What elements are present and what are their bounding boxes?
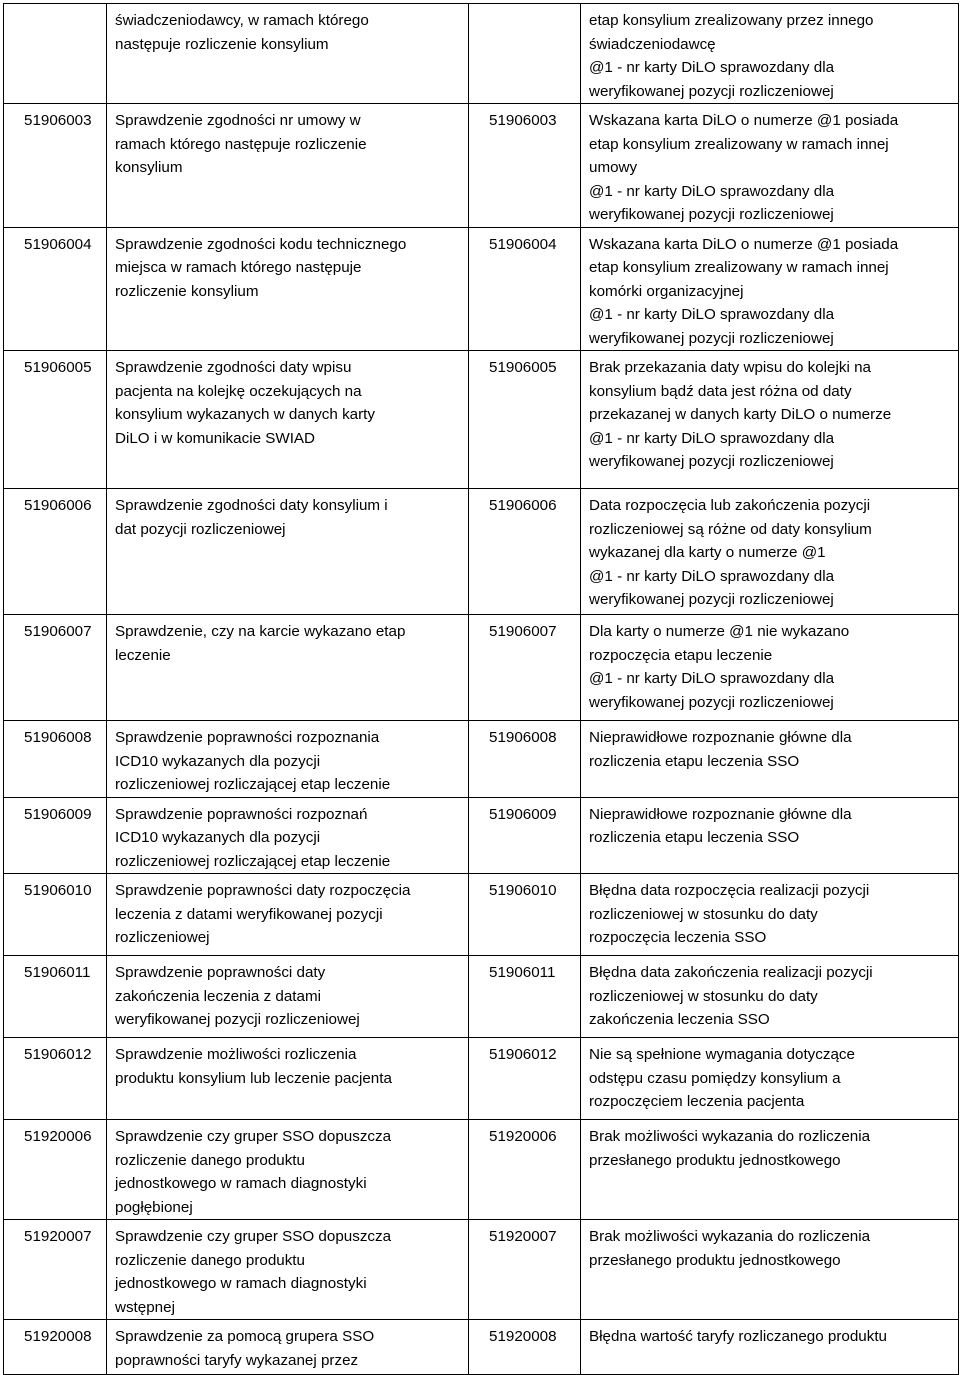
validation-description-cell: [107, 227, 469, 351]
validation-description-cell-line: Sprawdzenie, czy na karcie wykazano etap: [115, 623, 406, 640]
validation-description-cell-line: następuje rozliczenie konsylium: [115, 35, 329, 53]
validation-code-cell: 51920008: [4, 1320, 107, 1375]
validation-code-cell: 51906008: [4, 721, 107, 798]
error-message-cell: [581, 489, 959, 615]
error-code-cell: 51906008: [469, 721, 581, 798]
error-message-cell: [581, 1220, 959, 1320]
error-message-cell-line: @1 - nr karty DiLO sprawozdany dla: [589, 429, 835, 447]
error-code-cell: 51906010: [469, 874, 581, 956]
table-row: [4, 1320, 959, 1375]
validation-description-cell-line: Sprawdzenie poprawności rozpoznania: [115, 729, 380, 746]
error-message-cell-line: @1 - nr karty DiLO sprawozdany dla: [589, 670, 835, 687]
validation-description-cell-line: rozliczenie danego produktu: [115, 1151, 305, 1169]
validation-description-cell-line: leczenia z datami weryfikowanej pozycji: [115, 905, 383, 923]
validation-code-cell: 51906009: [4, 797, 107, 874]
validation-description-cell-line: pacjenta na kolejkę oczekujących na: [115, 382, 362, 400]
validation-description-cell-line: Sprawdzenie zgodności daty wpisu: [115, 359, 352, 376]
error-message-cell-line: rozliczeniowej w stosunku do daty: [589, 987, 818, 1005]
validation-description-cell-line: DiLO i w komunikacie SWIAD: [115, 429, 316, 447]
validation-description-cell: [107, 797, 469, 874]
error-code-cell: 51906004: [469, 227, 581, 351]
error-message-cell-line: świadczeniodawcę: [589, 35, 716, 53]
validation-code-cell: 51906007: [4, 615, 107, 721]
validation-description-cell: [107, 1320, 469, 1375]
error-message-cell-line: rozliczeniowej w stosunku do daty: [589, 905, 818, 923]
table-row: [4, 1120, 959, 1220]
error-message-cell: [581, 721, 959, 798]
validation-description-cell-line: leczenie: [115, 646, 171, 664]
validation-description-cell-line: Sprawdzenie czy gruper SSO dopuszcza: [115, 1228, 392, 1245]
validation-description-cell-line: Sprawdzenie za pomocą grupera SSO: [115, 1328, 375, 1345]
validation-description-cell-line: ICD10 wykazanych dla pozycji: [115, 752, 321, 770]
error-message-cell: [581, 1320, 959, 1375]
validation-description-cell: [107, 956, 469, 1038]
validation-description-cell: [107, 874, 469, 956]
table-row: [4, 874, 959, 956]
error-message-cell-line: przekazanej w danych karty DiLO o numerze: [589, 406, 892, 423]
validation-description-cell: [107, 4, 469, 104]
validation-code-cell: [4, 4, 107, 104]
validation-description-cell: [107, 1038, 469, 1120]
error-code-cell: 51920008: [469, 1320, 581, 1375]
validation-description-cell-line: dat pozycji rozliczeniowej: [115, 520, 286, 538]
error-message-cell-line: rozpoczęciem leczenia pacjenta: [589, 1093, 805, 1110]
error-message-cell-line: Nieprawidłowe rozpoznanie główne dla: [589, 805, 852, 823]
validation-description-cell: [107, 615, 469, 721]
validation-description-cell-line: rozliczeniowej rozliczającej etap leczenie: [115, 776, 391, 793]
table-row: [4, 351, 959, 489]
error-message-cell: [581, 874, 959, 956]
error-message-cell-line: @1 - nr karty DiLO sprawozdany dla: [589, 306, 835, 323]
error-message-cell-line: przesłanego produktu jednostkowego: [589, 1251, 841, 1269]
error-message-cell-line: rozpoczęcia etapu leczenie: [589, 646, 773, 664]
error-message-cell-line: @1 - nr karty DiLO sprawozdany dla: [589, 567, 835, 585]
table-row: [4, 1038, 959, 1120]
error-message-cell-line: zakończenia leczenia SSO: [589, 1011, 770, 1028]
error-message-cell-line: weryfikowanej pozycji rozliczeniowej: [589, 591, 834, 608]
validation-description-cell: [107, 1220, 469, 1320]
error-code-cell: 51920006: [469, 1120, 581, 1220]
validation-description-cell-line: produktu konsylium lub leczenie pacjenta: [115, 1069, 392, 1087]
error-message-cell-line: przesłanego produktu jednostkowego: [589, 1151, 841, 1169]
error-message-cell-line: Błędna data zakończenia realizacji pozycji: [589, 964, 873, 981]
error-message-cell-line: Dla karty o numerze @1 nie wykazano: [589, 623, 850, 640]
error-message-cell-line: Błędna data rozpoczęcia realizacji pozycji: [589, 882, 870, 899]
error-code-cell: 51906006: [469, 489, 581, 615]
error-message-cell-line: rozliczenia etapu leczenia SSO: [589, 752, 800, 770]
validation-description-cell: [107, 721, 469, 798]
validation-description-cell-line: rozliczeniowej rozliczającej etap leczenie: [115, 852, 391, 870]
validation-description-cell-line: ramach którego następuje rozliczenie: [115, 135, 367, 153]
error-message-cell: [581, 4, 959, 104]
table-row: [4, 489, 959, 615]
validation-code-cell: 51906006: [4, 489, 107, 615]
table-row: [4, 797, 959, 874]
error-message-cell-line: weryfikowanej pozycji rozliczeniowej: [589, 329, 834, 347]
error-message-cell-line: komórki organizacyjnej: [589, 282, 744, 300]
validation-description-cell-line: weryfikowanej pozycji rozliczeniowej: [115, 1011, 360, 1028]
validation-description-cell-line: jednostkowego w ramach diagnostyki: [115, 1175, 367, 1192]
error-message-cell-line: weryfikowanej pozycji rozliczeniowej: [589, 82, 834, 100]
validation-code-cell: 51906011: [4, 956, 107, 1038]
error-message-cell: [581, 104, 959, 228]
error-message-cell-line: Brak możliwości wykazania do rozliczenia: [589, 1228, 871, 1245]
error-message-cell-line: Brak przekazania daty wpisu do kolejki na: [589, 359, 871, 376]
error-message-cell-line: Wskazana karta DiLO o numerze @1 posiada: [589, 235, 899, 253]
error-message-cell-line: Nie są spełnione wymagania dotyczące: [589, 1046, 855, 1063]
validation-description-cell-line: pogłębionej: [115, 1198, 193, 1216]
error-message-cell-line: rozliczenia etapu leczenia SSO: [589, 829, 800, 846]
error-message-cell-line: etap konsylium zrealizowany w ramach innej: [589, 259, 889, 276]
error-message-cell-line: Data rozpoczęcia lub zakończenia pozycji: [589, 497, 871, 514]
validation-description-cell-line: Sprawdzenie możliwości rozliczenia: [115, 1046, 357, 1063]
validation-description-cell-line: jednostkowego w ramach diagnostyki: [115, 1275, 367, 1292]
validation-description-cell-line: poprawności taryfy wykazanej przez: [115, 1351, 359, 1369]
validation-code-cell: 51920006: [4, 1120, 107, 1220]
validation-description-cell-line: rozliczenie konsylium: [115, 282, 259, 300]
validation-code-cell: 51920007: [4, 1220, 107, 1320]
table-row: [4, 104, 959, 228]
table-row: [4, 615, 959, 721]
table-row: [4, 956, 959, 1038]
error-message-cell-line: Błędna wartość taryfy rozliczanego produktu: [589, 1328, 887, 1345]
error-message-cell: [581, 615, 959, 721]
validation-code-cell: 51906012: [4, 1038, 107, 1120]
validation-description-cell-line: Sprawdzenie poprawności daty rozpoczęcia: [115, 882, 411, 899]
error-message-cell-line: @1 - nr karty DiLO sprawozdany dla: [589, 182, 835, 200]
error-message-cell: [581, 1120, 959, 1220]
error-code-cell: 51906003: [469, 104, 581, 228]
table-row: [4, 721, 959, 798]
validation-description-cell-line: konsylium: [115, 159, 183, 176]
error-code-cell: 51906012: [469, 1038, 581, 1120]
error-message-cell-line: weryfikowanej pozycji rozliczeniowej: [589, 453, 834, 470]
validation-description-cell-line: ICD10 wykazanych dla pozycji: [115, 829, 321, 846]
error-message-cell-line: rozpoczęcia leczenia SSO: [589, 929, 767, 946]
validation-description-cell-line: rozliczeniowej: [115, 929, 210, 946]
error-message-cell: [581, 1038, 959, 1120]
error-code-cell: 51906011: [469, 956, 581, 1038]
validation-description-cell-line: Sprawdzenie poprawności daty: [115, 964, 326, 981]
table-row: [4, 4, 959, 104]
error-message-cell-line: weryfikowanej pozycji rozliczeniowej: [589, 693, 834, 711]
error-message-cell: [581, 956, 959, 1038]
validation-description-cell-line: Sprawdzenie zgodności nr umowy w: [115, 112, 361, 129]
error-code-cell: 51906005: [469, 351, 581, 489]
validation-table: [3, 3, 959, 1375]
validation-description-cell: [107, 104, 469, 228]
table-row: [4, 1220, 959, 1320]
validation-code-cell: 51906005: [4, 351, 107, 489]
validation-description-cell-line: świadczeniodawcy, w ramach którego: [115, 12, 369, 29]
error-message-cell-line: umowy: [589, 159, 638, 176]
error-message-cell-line: Brak możliwości wykazania do rozliczenia: [589, 1128, 871, 1145]
error-message-cell-line: konsylium bądź data jest różna od daty: [589, 382, 852, 400]
validation-code-cell: 51906004: [4, 227, 107, 351]
error-message-cell-line: Wskazana karta DiLO o numerze @1 posiada: [589, 112, 899, 129]
error-message-cell: [581, 227, 959, 351]
table-row: [4, 227, 959, 351]
validation-code-cell: 51906010: [4, 874, 107, 956]
error-code-cell: 51906009: [469, 797, 581, 874]
validation-description-cell: [107, 489, 469, 615]
validation-description-cell-line: zakończenia leczenia z datami: [115, 987, 321, 1005]
error-code-cell: [469, 4, 581, 104]
error-message-cell-line: etap konsylium zrealizowany w ramach innej: [589, 135, 889, 153]
validation-description-cell-line: konsylium wykazanych w danych karty: [115, 406, 375, 423]
error-message-cell-line: weryfikowanej pozycji rozliczeniowej: [589, 206, 834, 223]
validation-description-cell: [107, 351, 469, 489]
validation-table-body: [4, 4, 959, 1375]
validation-description-cell: [107, 1120, 469, 1220]
error-message-cell-line: wykazanej dla karty o numerze @1: [589, 544, 826, 561]
validation-description-cell-line: rozliczenie danego produktu: [115, 1251, 305, 1269]
validation-description-cell-line: miejsca w ramach którego następuje: [115, 259, 362, 276]
error-message-cell-line: rozliczeniowej są różne od daty konsylium: [589, 520, 872, 538]
error-message-cell-line: Nieprawidłowe rozpoznanie główne dla: [589, 729, 852, 746]
validation-description-cell-line: Sprawdzenie zgodności daty konsylium i: [115, 497, 388, 514]
error-message-cell-line: @1 - nr karty DiLO sprawozdany dla: [589, 59, 835, 76]
validation-description-cell-line: Sprawdzenie czy gruper SSO dopuszcza: [115, 1128, 392, 1145]
error-message-cell-line: odstępu czasu pomiędzy konsylium a: [589, 1069, 841, 1087]
validation-description-cell-line: wstępnej: [115, 1298, 175, 1316]
error-message-cell: [581, 351, 959, 489]
error-message-cell: [581, 797, 959, 874]
error-code-cell: 51920007: [469, 1220, 581, 1320]
validation-description-cell-line: Sprawdzenie zgodności kodu technicznego: [115, 235, 407, 253]
error-message-cell-line: etap konsylium zrealizowany przez innego: [589, 12, 874, 29]
error-code-cell: 51906007: [469, 615, 581, 721]
validation-description-cell-line: Sprawdzenie poprawności rozpoznań: [115, 805, 368, 823]
validation-code-cell: 51906003: [4, 104, 107, 228]
